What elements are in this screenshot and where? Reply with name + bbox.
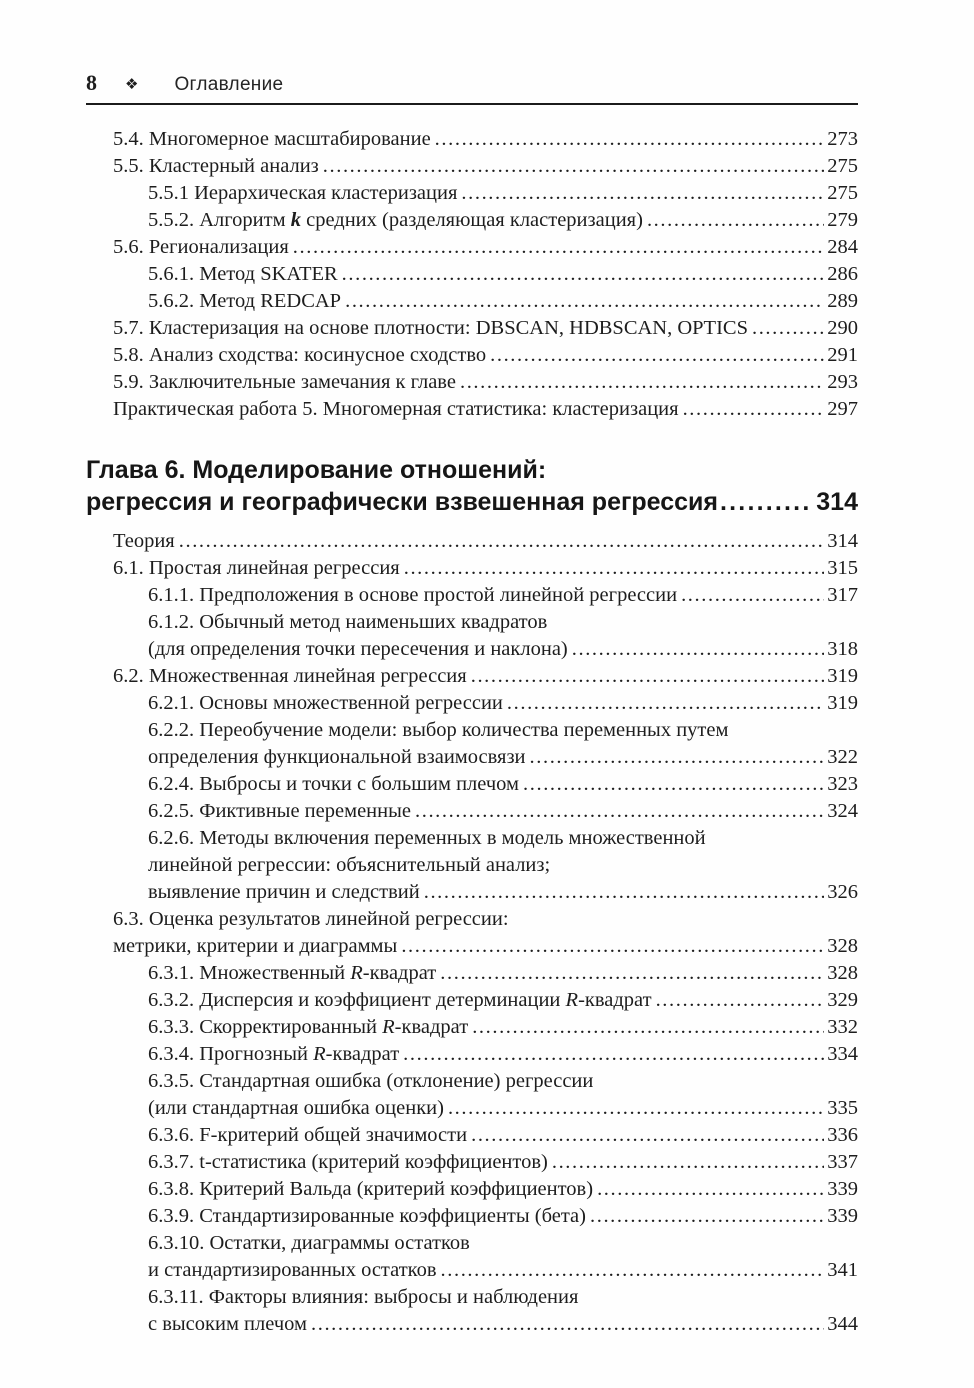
entry-text: 5.7. Кластеризация на основе плотности: DBSCAN, HDBSCAN, OPTICS xyxy=(113,317,748,339)
page-ref: 335 xyxy=(827,1097,858,1119)
toc-entry-line xyxy=(86,609,858,636)
toc-entry-line xyxy=(86,396,858,423)
entry-text: 6.3.11. Факторы влияния: выбросы и наблюдения xyxy=(148,1286,579,1308)
page-ref: 341 xyxy=(827,1259,858,1281)
page-ref: 322 xyxy=(827,746,858,768)
dot-leader xyxy=(647,207,824,234)
page-ref: 324 xyxy=(827,800,858,822)
entry-text: 6.3.1. Множественный R-квадрат xyxy=(148,962,437,984)
page-ref: 319 xyxy=(827,692,858,714)
toc-entry-line xyxy=(86,771,858,798)
toc-entry-line xyxy=(86,798,858,825)
toc-entry-line xyxy=(86,1257,858,1284)
page-ref: 328 xyxy=(827,962,858,984)
page-ref: 286 xyxy=(827,263,858,285)
chapter-heading-line xyxy=(86,486,858,518)
page-ref: 334 xyxy=(827,1043,858,1065)
page-ref: 332 xyxy=(827,1016,858,1038)
entry-text: 5.6.2. Метод REDCAP xyxy=(148,290,342,312)
toc-entry-line xyxy=(86,342,858,369)
page-ref: 293 xyxy=(827,371,858,393)
page-number: 8 xyxy=(86,70,97,95)
toc-entry-line xyxy=(86,582,858,609)
entry-text: 5.6.1. Метод SKATER xyxy=(148,263,338,285)
entry-text: 6.3.8. Критерий Вальда (критерий коэффициентов) xyxy=(148,1178,594,1200)
entry-text: 6.1.2. Обычный метод наименьших квадратов xyxy=(148,611,548,633)
entry-text: 6.2.6. Методы включения переменных в модель множественной xyxy=(148,827,706,849)
page-ref: 319 xyxy=(827,665,858,687)
entry-text: 5.6. Регионализация xyxy=(113,236,289,258)
page-ref: 291 xyxy=(827,344,858,366)
page-ref: 339 xyxy=(827,1205,858,1227)
dot-leader xyxy=(472,1014,824,1041)
page-ref: 337 xyxy=(827,1151,858,1173)
dot-leader xyxy=(311,1311,824,1338)
toc-entry-line xyxy=(86,1014,858,1041)
entry-text: метрики, критерии и диаграммы xyxy=(113,935,398,957)
entry-text: 6.3.7. t-статистика (критерий коэффициентов) xyxy=(148,1151,548,1173)
header-rule xyxy=(86,103,858,105)
entry-text: 6.2.4. Выбросы и точки с большим плечом xyxy=(148,773,520,795)
toc-entry-line xyxy=(86,1203,858,1230)
page-ref: 289 xyxy=(827,290,858,312)
toc-entry-line xyxy=(86,1284,858,1311)
dot-leader xyxy=(401,933,824,960)
entry-text: 6.3.3. Скорректированный R-квадрат xyxy=(148,1016,469,1038)
toc-entry-line xyxy=(86,1230,858,1257)
chapter-heading xyxy=(86,454,858,518)
entry-text: линейной регрессии: объяснительный анализ; xyxy=(148,854,551,876)
entry-text: 5.9. Заключительные замечания к главе xyxy=(113,371,456,393)
entry-text: 5.5. Кластерный анализ xyxy=(113,155,319,177)
dot-leader xyxy=(552,1149,824,1176)
dot-leader xyxy=(342,261,825,288)
dot-leader xyxy=(179,528,825,555)
entry-text: 5.4. Многомерное масштабирование xyxy=(113,128,431,150)
entry-text: и стандартизированных остатков xyxy=(148,1259,437,1281)
toc-entry-line xyxy=(86,663,858,690)
entry-text: 6.2.5. Фиктивные переменные xyxy=(148,800,411,822)
dot-leader xyxy=(440,960,824,987)
entry-text: 6.2.2. Переобучение модели: выбор количества переменных путем xyxy=(148,719,729,741)
dot-leader xyxy=(656,987,825,1014)
toc-entry-line xyxy=(86,1095,858,1122)
dot-leader xyxy=(752,315,824,342)
dot-leader xyxy=(597,1176,824,1203)
entry-text: Практическая работа 5. Многомерная статистика: кластеризация xyxy=(113,398,679,420)
page-ref: 314 xyxy=(827,530,858,552)
dot-leader xyxy=(681,582,824,609)
dot-leader xyxy=(523,771,824,798)
entry-text: 6.3.4. Прогнозный R-квадрат xyxy=(148,1043,400,1065)
dot-leader xyxy=(403,1041,824,1068)
entry-text: 6.3.5. Стандартная ошибка (отклонение) регрессии xyxy=(148,1070,594,1092)
entry-text: 5.8. Анализ сходства: косинусное сходство xyxy=(113,344,487,366)
toc-entry-line xyxy=(86,315,858,342)
dot-leader xyxy=(424,879,825,906)
entry-text: регрессия и географически взвешенная регрессия xyxy=(86,488,719,516)
dot-leader xyxy=(441,1257,825,1284)
ornament-icon: ❖ xyxy=(125,75,139,93)
toc-entry-line xyxy=(86,933,858,960)
entry-text: Глава 6. Моделирование отношений: xyxy=(86,456,547,484)
toc-entry-line xyxy=(86,207,858,234)
page-ref: 323 xyxy=(827,773,858,795)
toc-entry-line xyxy=(86,1068,858,1095)
entry-text: 6.1.1. Предположения в основе простой линейной регрессии xyxy=(148,584,678,606)
dot-leader xyxy=(590,1203,824,1230)
toc-entry-line xyxy=(86,528,858,555)
page-ref: 329 xyxy=(827,989,858,1011)
toc-entry-line xyxy=(86,906,858,933)
entry-text: с высоким плечом xyxy=(148,1313,307,1335)
page-ref: 297 xyxy=(827,398,858,420)
toc-entry-line xyxy=(86,126,858,153)
page-ref: 290 xyxy=(827,317,858,339)
toc-entry-line xyxy=(86,369,858,396)
dot-leader xyxy=(461,180,824,207)
toc-entry-line xyxy=(86,180,858,207)
page-ref: 284 xyxy=(827,236,858,258)
page-ref: 344 xyxy=(827,1313,858,1335)
toc-entry-line xyxy=(86,555,858,582)
toc-entry-line xyxy=(86,879,858,906)
dot-leader xyxy=(435,126,825,153)
dot-leader xyxy=(293,234,824,261)
dot-leader xyxy=(415,798,824,825)
entry-text: 6.3.6. F-критерий общей значимости xyxy=(148,1124,468,1146)
entry-text: (для определения точки пересечения и наклона) xyxy=(148,638,568,660)
toc-entry-line xyxy=(86,1149,858,1176)
entry-text: 6.2. Множественная линейная регрессия xyxy=(113,665,467,687)
toc-entry-line xyxy=(86,717,858,744)
page-ref: 328 xyxy=(827,935,858,957)
entry-text: 5.5.2. Алгоритм k средних (разделяющая кластеризация) xyxy=(148,209,643,231)
toc-list xyxy=(86,126,858,1338)
dot-leader xyxy=(490,342,824,369)
dot-leader xyxy=(471,1122,824,1149)
entry-text: Теория xyxy=(113,530,175,552)
page-ref: 279 xyxy=(827,209,858,231)
entry-text: 6.2.1. Основы множественной регрессии xyxy=(148,692,503,714)
toc-entry-line xyxy=(86,1311,858,1338)
dot-leader xyxy=(572,636,825,663)
toc-entry-line xyxy=(86,852,858,879)
toc-entry-line xyxy=(86,636,858,663)
dot-leader xyxy=(460,369,824,396)
page-ref: 317 xyxy=(827,584,858,606)
page-ref: 315 xyxy=(827,557,858,579)
toc-entry-line xyxy=(86,987,858,1014)
entry-text: (или стандартная ошибка оценки) xyxy=(148,1097,444,1119)
page-ref: 339 xyxy=(827,1178,858,1200)
dot-leader xyxy=(345,288,824,315)
page-ref: 273 xyxy=(827,128,858,150)
dot-leader xyxy=(448,1095,824,1122)
dot-leader xyxy=(323,153,824,180)
toc-entry-line xyxy=(86,153,858,180)
entry-text: 6.3.10. Остатки, диаграммы остатков xyxy=(148,1232,470,1254)
page-ref: 336 xyxy=(827,1124,858,1146)
entry-text: 6.3. Оценка результатов линейной регрессии: xyxy=(113,908,509,930)
entry-text: 5.5.1 Иерархическая кластеризация xyxy=(148,182,458,204)
toc-entry-line xyxy=(86,1122,858,1149)
header-title: Оглавление xyxy=(174,74,284,95)
page-ref: 314 xyxy=(816,488,858,516)
dot-leader xyxy=(404,555,825,582)
entry-text: определения функциональной взаимосвязи xyxy=(148,746,526,768)
dot-leader xyxy=(471,663,825,690)
page-header xyxy=(86,70,858,96)
toc-entry-line xyxy=(86,1041,858,1068)
entry-text: выявление причин и следствий xyxy=(148,881,420,903)
toc-entry-line xyxy=(86,960,858,987)
toc-entry-line xyxy=(86,1176,858,1203)
dot-leader xyxy=(683,396,825,423)
toc-entry-line xyxy=(86,744,858,771)
chapter-heading-line xyxy=(86,454,858,486)
toc-entry-line xyxy=(86,690,858,717)
toc-entry-line xyxy=(86,234,858,261)
toc-entry-line xyxy=(86,825,858,852)
entry-text: 6.1. Простая линейная регрессия xyxy=(113,557,400,579)
dot-leader xyxy=(720,486,812,518)
dot-leader xyxy=(530,744,825,771)
entry-text: 6.3.2. Дисперсия и коэффициент детерминации R-квадрат xyxy=(148,989,652,1011)
page-ref: 275 xyxy=(827,155,858,177)
page-ref: 326 xyxy=(827,881,858,903)
entry-text: 6.3.9. Стандартизированные коэффициенты (бета) xyxy=(148,1205,586,1227)
toc-entry-line xyxy=(86,288,858,315)
toc-entry-line xyxy=(86,261,858,288)
page-ref: 275 xyxy=(827,182,858,204)
dot-leader xyxy=(507,690,824,717)
page-ref: 318 xyxy=(827,638,858,660)
